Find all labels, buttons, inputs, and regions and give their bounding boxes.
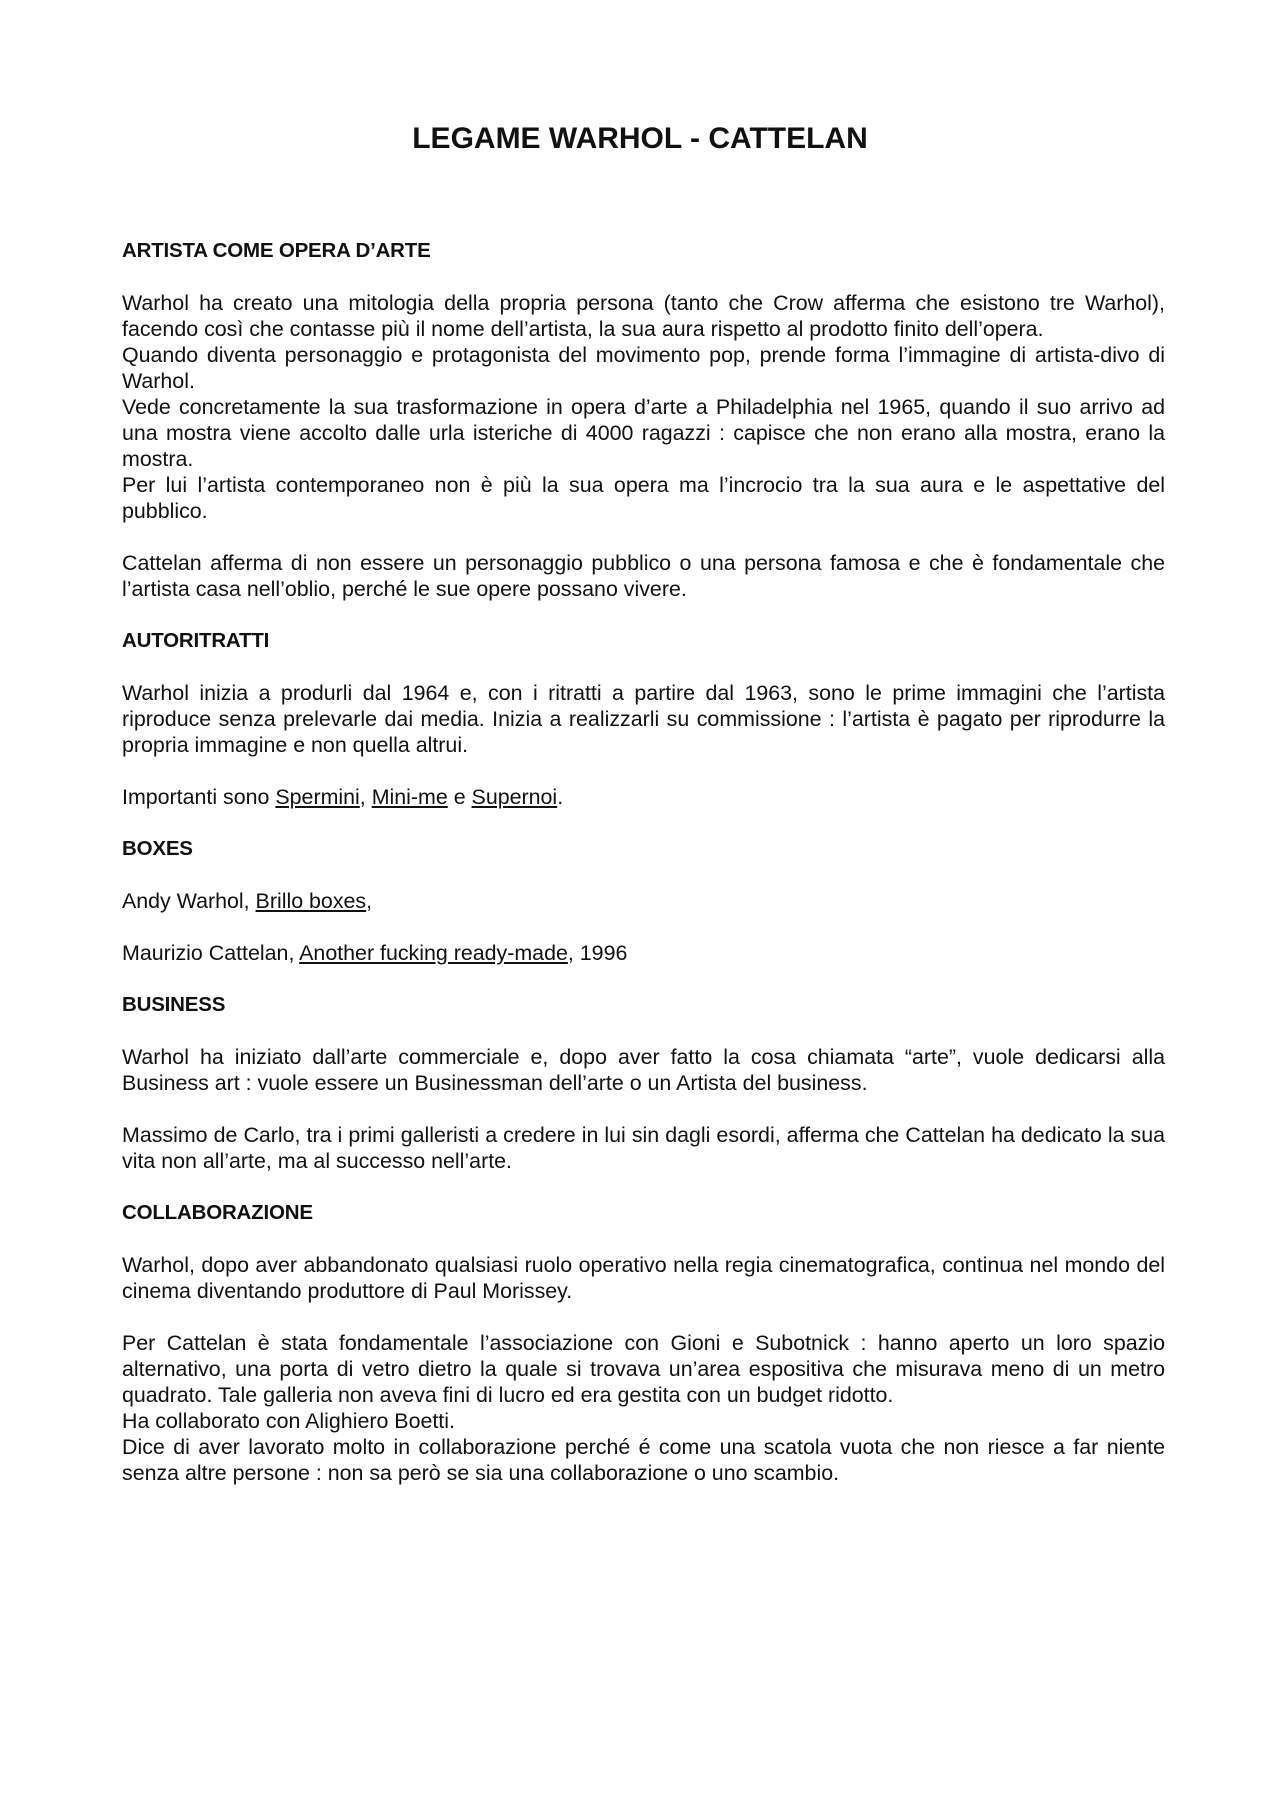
section-heading-artista: ARTISTA COME OPERA D’ARTE: [122, 239, 431, 262]
paragraph: Dice di aver lavorato molto in collaborazione perché é come una scatola vuota che non riesce a far niente senza altre persone : non sa però se sia una collaborazione o uno scambio.: [122, 1435, 1165, 1485]
paragraph: Per Cattelan è stata fondamentale l’associazione con Gioni e Subotnick : hanno aperto un loro spazio alternativo, una porta di vetro dietro la quale si trovava un’area espositiva che misurava meno di un metro quadrato. Tale galleria non aveva fini di lucro ed era gestita con un budget ridotto.: [122, 1331, 1165, 1407]
work-title-link: Brillo boxes: [255, 889, 367, 913]
paragraph: [122, 940, 1165, 966]
section-heading-business: BUSINESS: [122, 993, 226, 1016]
paragraph: Massimo de Carlo, tra i primi galleristi a credere in lui sin dagli esordi, afferma che Cattelan ha dedicato la sua vita non all’arte, ma al successo nell’arte.: [122, 1123, 1165, 1173]
work-title-link: Another fucking ready-made: [299, 941, 568, 965]
paragraph: [122, 888, 1165, 914]
text: Maurizio Cattelan,: [122, 941, 300, 965]
work-title-link: Spermini: [275, 785, 360, 809]
section-heading-boxes: BOXES: [122, 837, 193, 860]
work-title-link: Mini-me: [371, 785, 448, 809]
text: ,: [366, 889, 373, 913]
document-title: LEGAME WARHOL - CATTELAN: [412, 122, 868, 155]
paragraph: Warhol ha iniziato dall’arte commerciale e, dopo aver fatto la cosa chiamata “arte”, vuole dedicarsi alla Business art : vuole essere un Businessman dell’arte o un Artista del business.: [122, 1045, 1165, 1095]
text: .: [557, 785, 564, 809]
document-body: [122, 238, 1165, 1486]
paragraph: Ha collaborato con Alighiero Boetti.: [122, 1409, 455, 1433]
paragraph: Warhol inizia a produrli dal 1964 e, con i ritratti a partire dal 1963, sono le prime immagini che l’artista riproduce senza prelevarle dai media. Inizia a realizzarli su commissione : l’artista è pagato per riprodurre la propria immagine e non quella altrui.: [122, 681, 1165, 757]
paragraph: Warhol ha creato una mitologia della propria persona (tanto che Crow afferma che esistono tre Warhol), facendo così che contasse più il nome dell’artista, la sua aura rispetto al prodotto finito dell’opera.: [122, 291, 1165, 341]
text: Importanti sono: [122, 785, 276, 809]
work-title-link: Supernoi: [471, 785, 558, 809]
paragraph: Quando diventa personaggio e protagonista del movimento pop, prende forma l’immagine di artista-divo di Warhol.: [122, 343, 1165, 393]
text: ,: [359, 785, 372, 809]
paragraph: Warhol, dopo aver abbandonato qualsiasi ruolo operativo nella regia cinematografica, continua nel mondo del cinema diventando produttore di Paul Morissey.: [122, 1253, 1165, 1303]
paragraph: Cattelan afferma di non essere un personaggio pubblico o una persona famosa e che è fondamentale che l’artista casa nell’oblio, perché le sue opere possano vivere.: [122, 551, 1165, 601]
text: , 1996: [567, 941, 628, 965]
text: e: [447, 785, 472, 809]
paragraph: Per lui l’artista contemporaneo non è più la sua opera ma l’incrocio tra la sua aura e le aspettative del pubblico.: [122, 473, 1165, 523]
section-heading-autoritratti: AUTORITRATTI: [122, 629, 270, 652]
text: Andy Warhol,: [122, 889, 256, 913]
paragraph: Vede concretamente la sua trasformazione in opera d’arte a Philadelphia nel 1965, quando il suo arrivo ad una mostra viene accolto dalle urla isteriche di 4000 ragazzi : capisce che non erano alla mostra, erano la mostra.: [122, 395, 1165, 471]
section-heading-collaborazione: COLLABORAZIONE: [122, 1201, 313, 1224]
paragraph-works: [122, 784, 1165, 810]
